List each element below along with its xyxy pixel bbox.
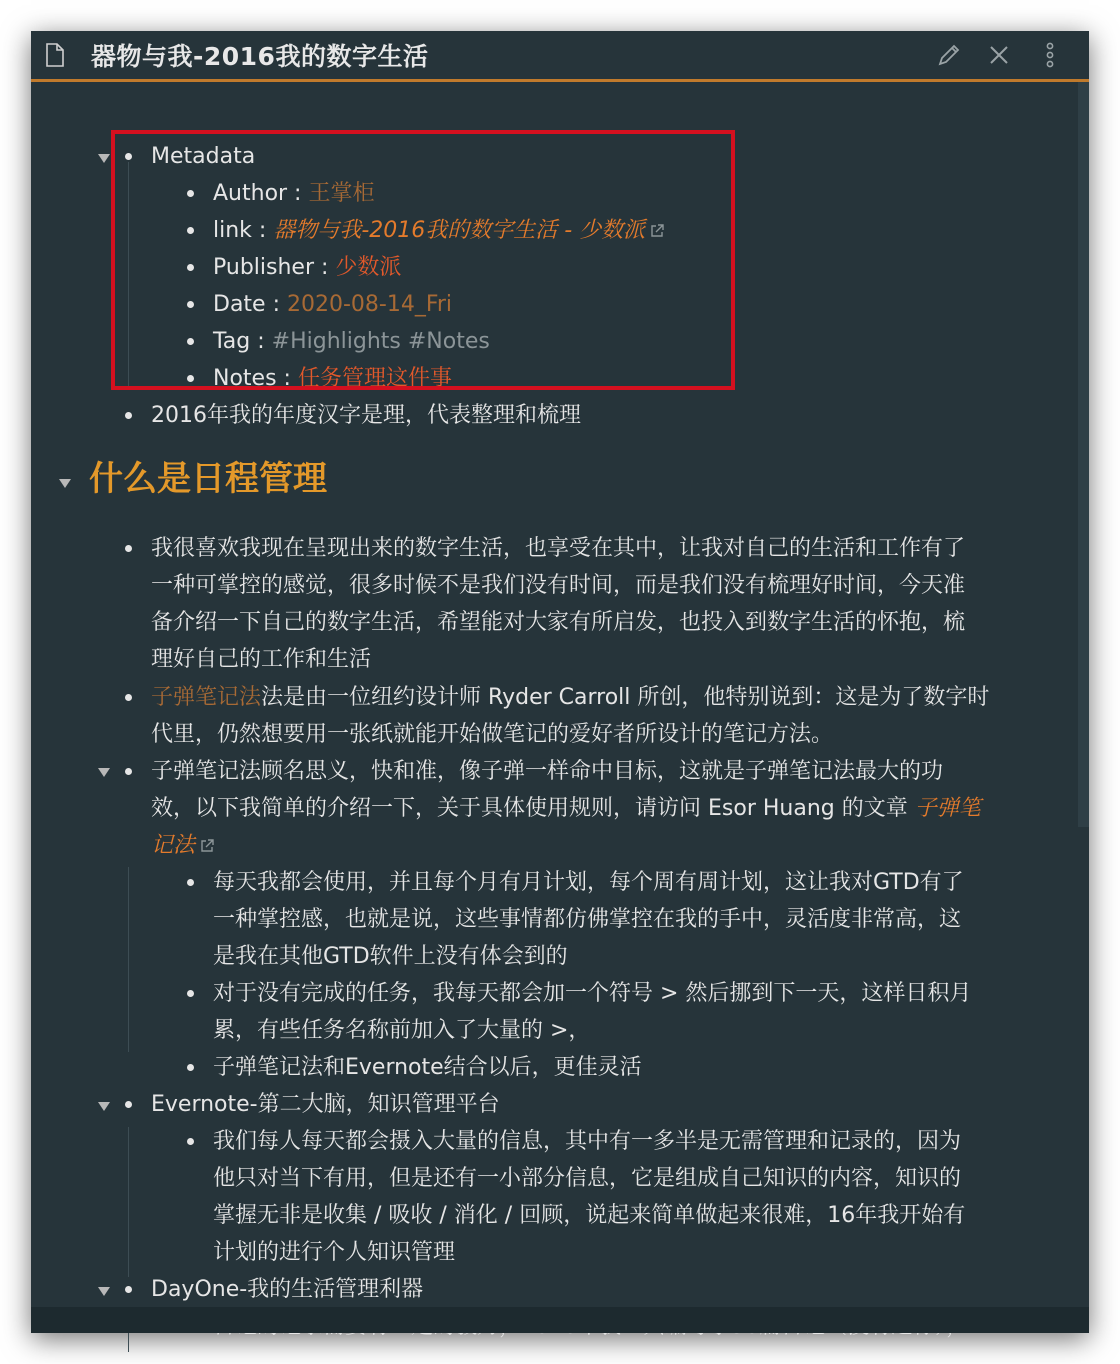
more-options-icon[interactable] [1036,41,1064,69]
external-link-icon[interactable] [199,838,215,854]
bullet[interactable] [187,879,194,886]
scrollbar[interactable] [1078,82,1089,827]
meta-author-value: 王掌柜 [308,181,375,206]
meta-key: Notes : [213,366,298,391]
paragraph-line: 子弹笔记法顾名思义，快和准，像子弹一样命中目标，这就是子弹笔记法最大的功 [151,759,944,784]
meta-key: Author : [213,181,309,206]
bullet[interactable] [187,1138,194,1145]
paragraph-line: 一种可掌控的感觉，很多时候不是我们没有时间，而是我们没有梳理好时间，今天准 [151,573,966,598]
indent-guide [128,1127,129,1277]
bullet[interactable] [125,1286,132,1293]
paragraph-line: 代里，仍然想要用一张纸就能开始做笔记的爱好者所设计的笔记方法。 [151,722,834,747]
editor-window [31,31,1089,1333]
outline-content [31,82,1079,1306]
paragraph-line: 子弹笔记法和Evernote结合以后，更佳灵活 [213,1055,642,1080]
meta-notes-value[interactable]: 任务管理这件事 [297,366,452,391]
paragraph-line: 他只对当下有用，但是还有一小部分信息，它是组成自己知识的内容，知识的 [213,1166,962,1191]
close-icon[interactable] [985,41,1013,69]
paragraph-line [151,790,981,827]
collapse-toggle-metadata[interactable] [98,154,110,163]
paragraph-line: 备介绍一下自己的数字生活，希望能对大家有所启发，也投入到数字生活的怀抱，梳 [151,610,966,635]
collapse-toggle[interactable] [98,768,110,777]
collapse-toggle[interactable] [98,1102,110,1111]
paragraph-line: 我们每人每天都会摄入大量的信息，其中有一多半是无需管理和记录的，因为 [213,1129,962,1154]
paragraph-line: 掌握无非是收集 / 吸收 / 消化 / 回顾，说起来简单做起来很难，16年我开始有 [213,1203,966,1228]
bottom-bar [31,1307,1089,1333]
bullet[interactable] [125,1101,132,1108]
page-title: 器物与我-2016我的数字生活 [91,42,429,71]
document-icon [45,43,65,67]
paragraph-text: 效，以下我简单的介绍一下，关于具体使用规则，请访问 Esor Huang 的文章 [151,796,915,821]
bullet[interactable] [125,545,132,552]
list-item-evernote: Evernote-第二大脑，知识管理平台 [151,1092,500,1117]
paragraph-line: 我很喜欢我现在呈现出来的数字生活，也享受在其中，让我对自己的生活和工作有了 [151,536,966,561]
edit-pencil-icon[interactable] [935,41,963,69]
meta-key: Date : [213,292,287,317]
paragraph-line: 理好自己的工作和生活 [151,647,372,672]
meta-key: link : [213,218,274,243]
paragraph-line: 累，有些任务名称前加入了大量的 >， [213,1018,591,1043]
paragraph-line: 计划的进行个人知识管理 [213,1240,456,1265]
paragraph-line: 对于没有完成的任务，我每天都会加一个符号 > 然后挪到下一天，这样日积月 [213,981,972,1006]
paragraph-line: 是我在其他GTD软件上没有体会到的 [213,944,568,969]
collapse-toggle[interactable] [98,1287,110,1296]
bullet[interactable] [187,1064,194,1071]
collapse-toggle-heading[interactable] [59,479,71,488]
inline-link-article[interactable]: 记法 [151,833,196,858]
highlight-box [111,130,735,390]
paragraph-line: 每天我都会使用，并且每个月有月计划，每个周有周计划，这让我对GTD有了 [213,870,964,895]
title-bar [31,31,1089,82]
paragraph-line: 一种掌控感，也就是说，这些事情都仿佛掌控在我的手中，灵活度非常高，这 [213,907,962,932]
list-item-metadata: Metadata [151,144,256,169]
bullet[interactable] [125,768,132,775]
section-heading: 什么是日程管理 [89,459,327,499]
paragraph-text: 法是由一位纽约设计师 Ryder Carroll 所创，他特别说到：这是为了数字时 [261,685,990,710]
meta-link-value[interactable]: 器物与我-2016我的数字生活 - 少数派 [273,218,646,243]
meta-key: Tag : [213,329,272,354]
inline-link-article[interactable]: 子弹笔 [914,796,981,821]
paragraph-line [151,827,215,864]
bullet[interactable] [125,412,132,419]
bullet[interactable] [187,990,194,997]
list-item-dayone: DayOne-我的生活管理利器 [151,1277,424,1302]
meta-key: Publisher : [213,255,336,280]
meta-tag-value[interactable]: #Highlights #Notes [271,329,490,354]
paragraph-line [151,679,989,716]
meta-publisher-value[interactable]: 少数派 [335,255,402,280]
indent-guide [128,867,129,1052]
inline-link-bullet-journal[interactable]: 子弹笔记法 [151,685,262,710]
meta-date-value: 2020-08-14_Fri [286,292,453,317]
bullet[interactable] [125,694,132,701]
list-item-year-character: 2016年我的年度汉字是理，代表整理和梳理 [151,403,581,428]
